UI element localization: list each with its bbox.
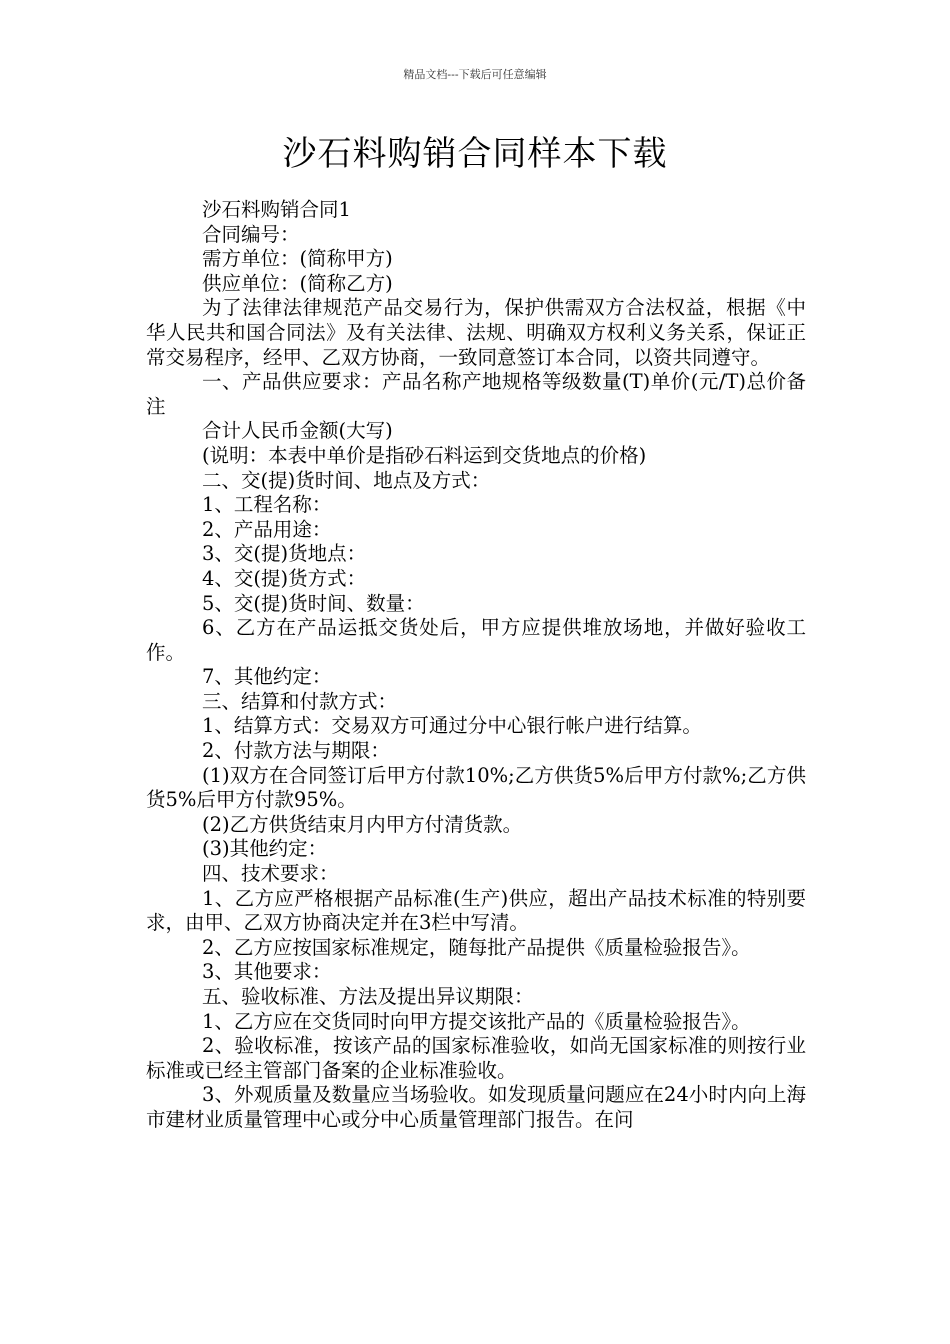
paragraph: 合同编号：	[202, 222, 300, 246]
paragraph: 3、外观质量及数量应当场验收。如发现质量问题应在24小时内向上海市建材业质量管理中心或分中心质量管理部门报告。在问	[146, 1083, 806, 1131]
header-note: 精品文档---下载后可任意编辑	[403, 68, 547, 81]
document-body	[146, 198, 806, 1133]
paragraph: 2、乙方应按国家标准规定，随每批产品提供《质量检验报告》。	[202, 935, 751, 959]
paragraph: (2)乙方供货结束月内甲方付清货款。	[202, 812, 523, 836]
paragraph: 沙石料购销合同1	[202, 198, 351, 221]
paragraph: 二、交(提)货时间、地点及方式：	[202, 468, 491, 492]
paragraph: 三、结算和付款方式：	[202, 689, 398, 713]
paragraph: (1)双方在合同签订后甲方付款10%;乙方供货5%后甲方付款%;乙方供货5%后甲方付款95%。	[146, 763, 806, 812]
paragraph: 6、乙方在产品运抵交货处后，甲方应提供堆放场地，并做好验收工作。	[146, 616, 806, 664]
paragraph: 2、验收标准，按该产品的国家标准验收，如尚无国家标准的则按行业标准或已经主管部门备案的企业标准验收。	[146, 1034, 806, 1082]
paragraph: 1、结算方式：交易双方可通过分中心银行帐户进行结算。	[202, 714, 702, 738]
paragraph: 四、技术要求：	[202, 862, 339, 886]
paragraph: 2、付款方法与期限：	[202, 739, 390, 763]
paragraph: 3、交(提)货地点：	[202, 542, 367, 566]
paragraph: 1、乙方应严格根据产品标准(生产)供应，超出产品技术标准的特别要求，由甲、乙双方协商决定并在3栏中写清。	[146, 886, 806, 935]
paragraph: 2、产品用途：	[202, 517, 332, 541]
paragraph: 1、工程名称：	[202, 493, 332, 517]
paragraph: 供应单位：(简称乙方)	[202, 271, 393, 295]
paragraph: 1、乙方应在交货同时向甲方提交该批产品的《质量检验报告》。	[202, 1009, 751, 1033]
paragraph: (3)其他约定：	[202, 837, 328, 861]
document-title: 沙石料购销合同样本下载	[282, 134, 668, 174]
paragraph: 7、其他约定：	[202, 665, 332, 689]
paragraph: 为了法律法律规范产品交易行为，保护供需双方合法权益，根据《中华人民共和国合同法》及有关法律、法规、明确双方权利义务关系，保证正常交易程序，经甲、乙双方协商，一致同意签订本合同，以资共同遵守。	[146, 296, 806, 369]
paragraph: 3、其他要求：	[202, 960, 332, 984]
paragraph: 需方单位：(简称甲方)	[202, 247, 393, 271]
paragraph: 4、交(提)货方式：	[202, 566, 367, 590]
paragraph: 合计人民币金额(大写)	[202, 419, 393, 443]
paragraph: (说明：本表中单价是指砂石料运到交货地点的价格)	[202, 443, 647, 467]
paragraph: 一、产品供应要求：产品名称产地规格等级数量(T)单价(元/T)总价备注	[146, 370, 806, 418]
paragraph: 五、验收标准、方法及提出异议期限：	[202, 985, 534, 1008]
paragraph: 5、交(提)货时间、数量：	[202, 591, 425, 615]
